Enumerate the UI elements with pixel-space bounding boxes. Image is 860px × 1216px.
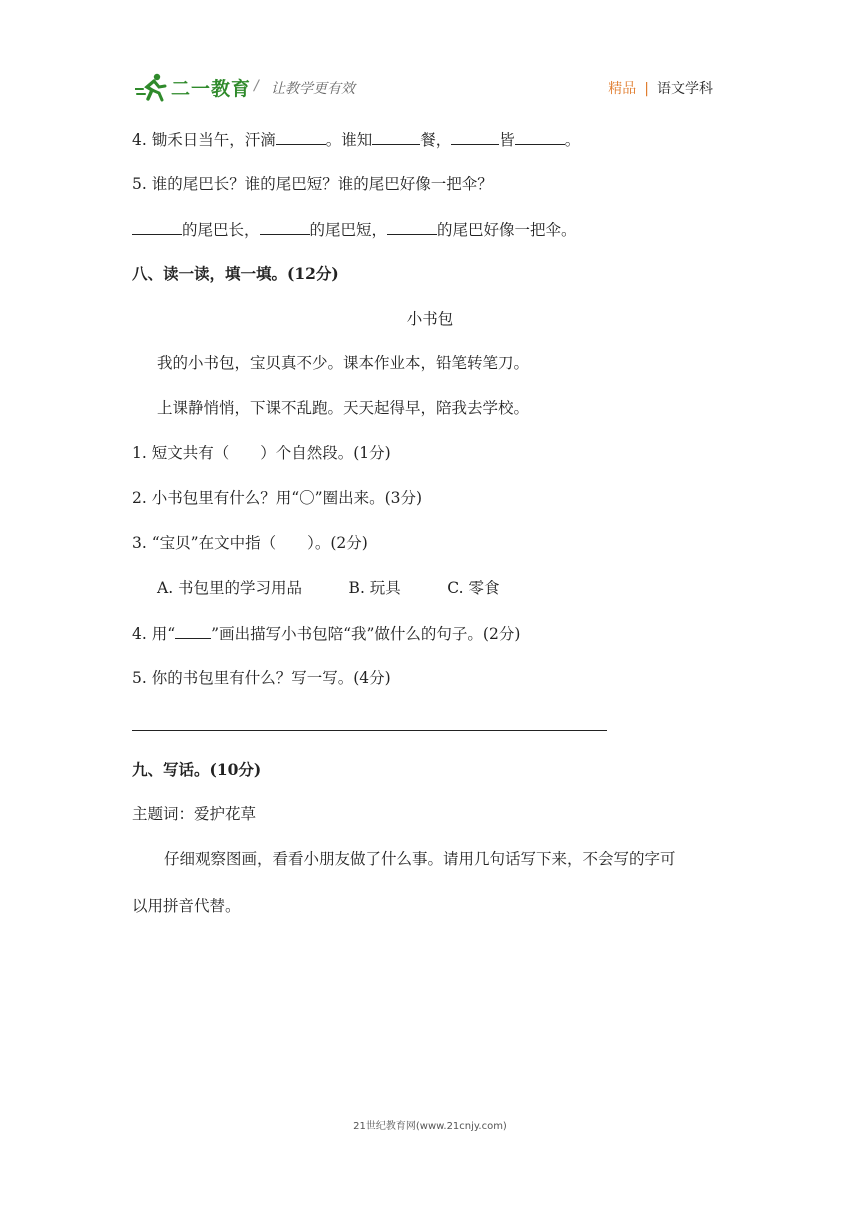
q5-text-b: 的尾巴短， [309, 221, 388, 239]
page-header [135, 70, 725, 104]
section-8-q2: 2. 小书包里有什么？用“〇”圈出来。(3分) [132, 489, 423, 507]
fill-blank[interactable] [372, 129, 420, 145]
section-8-q1: 1. 短文共有（ ）个自然段。(1分) [132, 444, 391, 462]
answer-writing-line[interactable] [132, 730, 607, 731]
header-divider: | [644, 81, 649, 97]
section-8-q3: 3. “宝贝”在文中指（ ）。(2分) [132, 534, 368, 552]
q4-text-a: 4. 锄禾日当午，汗滴 [132, 131, 276, 149]
section-9-theme: 主题词：爱护花草 [132, 805, 257, 823]
question-5: 5. 谁的尾巴长？谁的尾巴短？谁的尾巴好像一把伞？ [132, 175, 493, 193]
brand-logo [135, 72, 251, 102]
quality-badge: 精品 [608, 81, 637, 97]
fill-blank[interactable] [451, 129, 499, 145]
q4-prefix: 4. 用“ [132, 625, 176, 643]
page-footer: 21世纪教育网(www.21cnjy.com) [353, 1121, 507, 1132]
fill-blank[interactable] [276, 129, 326, 145]
q4-text-e: 。 [564, 131, 581, 149]
runner-icon [135, 72, 169, 102]
q4-text-b: 。谁知 [325, 131, 373, 149]
poem-paragraph-2: 上课静悄悄，下课不乱跑。天天起得早，陪我去学校。 [157, 399, 530, 417]
slogan-separator: / [254, 78, 259, 94]
logo-text: 二一教育 [171, 77, 252, 100]
poem-paragraph-1: 我的小书包，宝贝真不少。课本作业本，铅笔转笔刀。 [157, 354, 530, 372]
fill-blank[interactable] [515, 129, 565, 145]
section-9-instruction-line-1: 仔细观察图画，看看小朋友做了什么事。请用几句话写下来，不会写的字可 [164, 850, 676, 868]
fill-blank[interactable] [260, 219, 310, 235]
poem-title: 小书包 [406, 310, 454, 328]
q5-text-c: 的尾巴好像一把伞。 [437, 221, 577, 239]
question-5-answer [132, 219, 577, 240]
section-8-heading: 八、读一读，填一填。(12分) [132, 264, 339, 283]
subject-label: 语文学科 [657, 81, 713, 97]
header-right [608, 78, 713, 98]
fill-blank[interactable] [132, 219, 182, 235]
underline-sample [175, 623, 211, 639]
q4-text-d: 皆 [499, 131, 515, 149]
fill-blank[interactable] [387, 219, 437, 235]
q4-suffix: ”画出描写小书包陪“我”做什么的句子。(2分) [211, 625, 521, 643]
section-9-instruction-line-2: 以用拼音代替。 [132, 897, 241, 915]
section-8-q4 [132, 623, 520, 644]
q4-text-c: 餐， [420, 131, 452, 149]
slogan: 让教学更有效 [271, 81, 355, 97]
section-9-heading: 九、写话。(10分) [132, 760, 262, 779]
question-4-poem [132, 129, 580, 150]
section-8-q3-options: A. 书包里的学习用品 B. 玩具 C. 零食 [157, 579, 500, 597]
q5-text-a: 的尾巴长， [182, 221, 260, 239]
section-8-q5: 5. 你的书包里有什么？写一写。(4分) [132, 669, 391, 687]
